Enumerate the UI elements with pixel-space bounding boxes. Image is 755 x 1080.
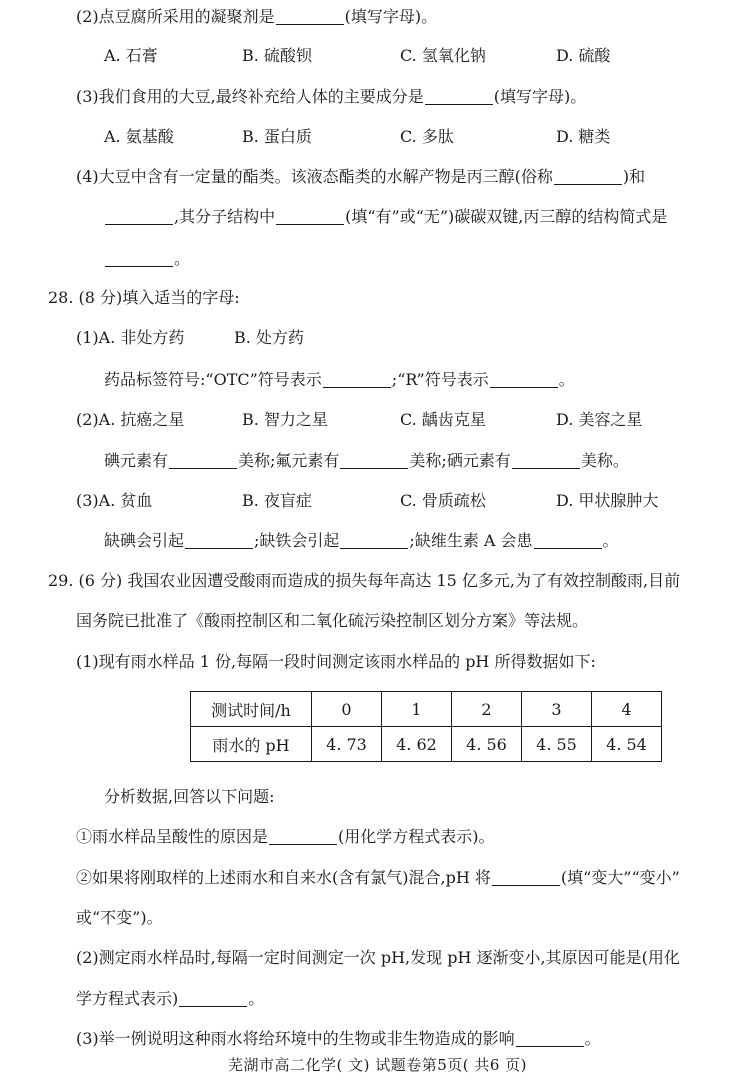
option: (3)A. 贫血 — [76, 491, 153, 510]
option: D. 硫酸 — [556, 46, 611, 65]
option: A. 石膏 — [104, 46, 158, 65]
q29-sub2-line2: 或“不变”)。 — [76, 908, 163, 927]
table-header-cell: 测试时间/h — [191, 692, 312, 727]
answer-blank[interactable] — [554, 168, 622, 185]
answer-blank[interactable] — [276, 208, 344, 225]
q29-part2-line2: 学方程式表示) 。 — [76, 989, 265, 1008]
option: B. 处方药 — [234, 328, 304, 347]
q29-part2-line1: (2)测定雨水样品时,每隔一定时间测定一次 pH,发现 pH 逐渐变小,其原因可能是(用化 — [76, 948, 680, 967]
table-cell: 3 — [522, 692, 592, 727]
option: (2)A. 抗癌之星 — [76, 410, 185, 429]
answer-blank[interactable] — [323, 371, 391, 388]
q29-analyze: 分析数据,回答以下问题: — [104, 787, 275, 806]
answer-blank[interactable] — [269, 828, 337, 845]
answer-blank[interactable] — [169, 452, 237, 469]
answer-blank[interactable] — [340, 452, 408, 469]
q29-title-line2: 国务院已批准了《酸雨控制区和二氧化硫污染控制区划分方案》等法规。 — [76, 611, 589, 630]
option: B. 蛋白质 — [242, 127, 312, 146]
table-cell: 4. 62 — [382, 727, 452, 762]
q29-part3: (3)举一例说明这种雨水将给环境中的生物或非生物造成的影响 。 — [76, 1029, 601, 1048]
answer-blank[interactable] — [492, 869, 560, 886]
answer-blank[interactable] — [185, 532, 253, 549]
option: C. 骨质疏松 — [400, 491, 486, 510]
option: D. 糖类 — [556, 127, 611, 146]
option: C. 氢氧化钠 — [400, 46, 486, 65]
option: C. 龋齿克星 — [400, 410, 486, 429]
option: B. 硫酸钡 — [242, 46, 312, 65]
table-cell: 4. 54 — [592, 727, 662, 762]
q27-part4-line3: 。 — [104, 248, 190, 270]
page-footer: 芜湖市高二化学( 文) 试题卷第5页( 共6 页) — [227, 1056, 528, 1074]
answer-blank[interactable] — [534, 532, 602, 549]
answer-blank[interactable] — [105, 208, 173, 225]
q29-title-line1: 29. (6 分) 我国农业因遭受酸雨而造成的损失每年高达 15 亿多元,为了有效控制酸雨,目前 — [48, 571, 681, 590]
table-cell: 2 — [452, 692, 522, 727]
q27-part2: (2)点豆腐所采用的凝聚剂是 (填写字母)。 — [76, 7, 438, 26]
table-cell: 0 — [312, 692, 382, 727]
answer-blank[interactable] — [512, 452, 580, 469]
q28-part1-fill: 药品标签符号:“OTC”符号表示 ;“R”符号表示 。 — [104, 370, 575, 389]
table-cell: 4. 56 — [452, 727, 522, 762]
table-row — [191, 692, 662, 727]
table-cell: 1 — [382, 692, 452, 727]
option: (1)A. 非处方药 — [76, 328, 185, 347]
q27-part4-line2: ,其分子结构中 (填“有”或“无”)碳碳双键,丙三醇的结构简式是 — [104, 206, 667, 228]
option: C. 多肽 — [400, 127, 454, 146]
ph-data-table — [190, 691, 662, 762]
answer-blank[interactable] — [516, 1030, 584, 1047]
q28-part2-fill: 碘元素有 美称;氟元素有 美称;硒元素有 美称。 — [104, 451, 629, 470]
option: A. 氨基酸 — [104, 127, 174, 146]
table-cell: 4. 55 — [522, 727, 592, 762]
answer-blank[interactable] — [105, 250, 173, 267]
answer-blank[interactable] — [179, 990, 247, 1007]
option: D. 美容之星 — [556, 410, 643, 429]
table-header-cell: 雨水的 pH — [191, 727, 312, 762]
answer-blank[interactable] — [425, 88, 493, 105]
q29-part1-intro: (1)现有雨水样品 1 份,每隔一段时间测定该雨水样品的 pH 所得数据如下: — [76, 652, 596, 671]
q29-sub1: ①雨水样品呈酸性的原因是 (用化学方程式表示)。 — [76, 827, 495, 846]
table-cell: 4. 73 — [312, 727, 382, 762]
table-row — [191, 727, 662, 762]
answer-blank[interactable] — [340, 532, 408, 549]
answer-blank[interactable] — [490, 371, 558, 388]
table-cell: 4 — [592, 692, 662, 727]
q27-part4-line1: (4)大豆中含有一定量的酯类。该液态酯类的水解产物是丙三醇(俗称 )和 — [76, 167, 646, 186]
q29-sub2: ②如果将刚取样的上述雨水和自来水(含有氯气)混合,pH 将 (填“变大”“变小” — [76, 868, 680, 887]
option: B. 智力之星 — [242, 410, 328, 429]
option: B. 夜盲症 — [242, 491, 312, 510]
q28-part3-fill: 缺碘会引起 ;缺铁会引起 ;缺维生素 A 会患 。 — [104, 531, 619, 550]
option: D. 甲状腺肿大 — [556, 491, 659, 510]
q27-part3: (3)我们食用的大豆,最终补充给人体的主要成分是 (填写字母)。 — [76, 87, 587, 106]
answer-blank[interactable] — [276, 8, 344, 25]
q28-title: 28. (8 分)填入适当的字母: — [48, 288, 240, 307]
